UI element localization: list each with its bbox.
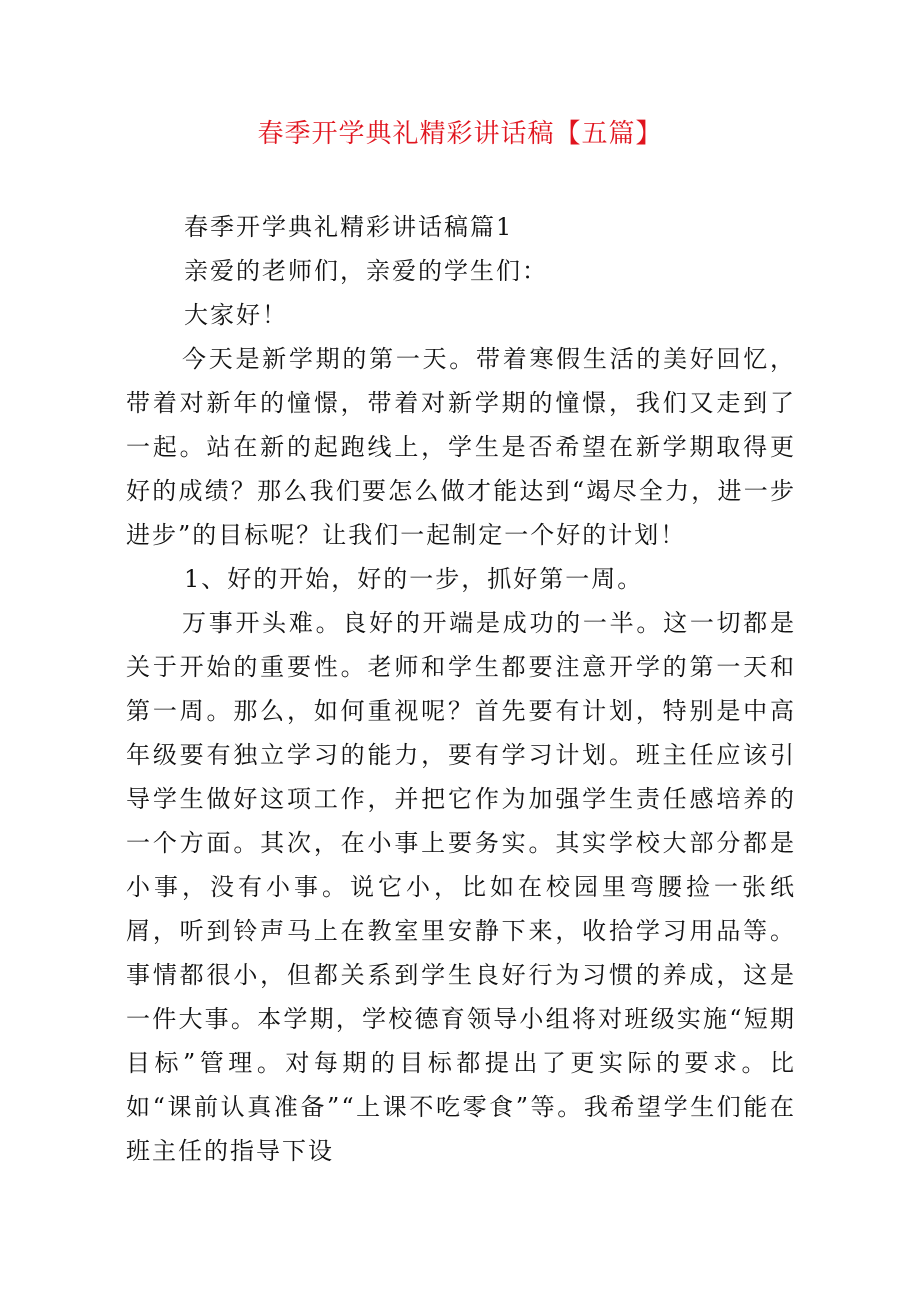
body-paragraph: 万事开头难。良好的开端是成功的一半。这一切都是关于开始的重要性。老师和学生都要注意开学的第一天和第一周。那么，如何重视呢？首先要有计划，特别是中高年级要有独立学习的能力，要有学习计划。班主任应该引导学生做好这项工作，并把它作为加强学生责任感培养的一个方面。其次，在小事上要务实。其实学校大部分都是小事，没有小事。说它小，比如在校园里弯腰捡一张纸屑，听到铃声马上在教室里安静下来，收拾学习用品等。事情都很小，但都关系到学生良好行为习惯的养成，这是一件大事。本学期，学校德育领导小组将对班级实施“短期目标”管理。对每期的目标都提出了更实际的要求。比如“课前认真准备”“上课不吃零食”等。我希望学生们能在班主任的指导下设 (126, 609, 796, 1165)
body-paragraph: 今天是新学期的第一天。带着寒假生活的美好回忆，带着对新年的憧憬，带着对新学期的憧憬，我们又走到了一起。站在新的起跑线上，学生是否希望在新学期取得更好的成绩？那么我们要怎么做才能达到“竭尽全力，进一步进步”的目标呢？让我们一起制定一个好的计划！ (126, 345, 796, 549)
greeting: 大家好！ (184, 301, 288, 329)
document-title: 春季开学典礼精彩讲话稿【五篇】 (257, 119, 663, 149)
salutation: 亲爱的老师们，亲爱的学生们： (184, 257, 548, 285)
section-heading: 春季开学典礼精彩讲话稿篇1 (184, 213, 514, 241)
document-body (128, 205, 796, 1173)
list-item-heading: 1、好的开始，好的一步，抓好第一周。 (184, 565, 644, 593)
